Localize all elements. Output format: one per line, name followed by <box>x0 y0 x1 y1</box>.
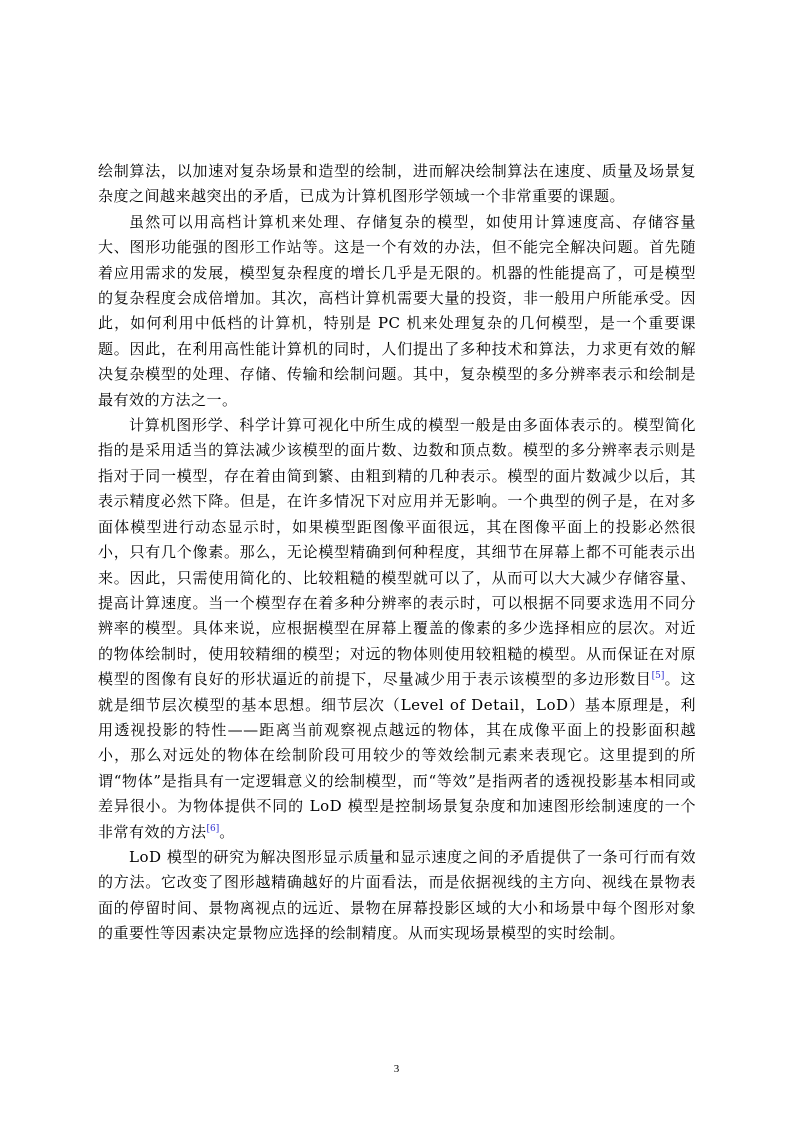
paragraph-text-part-2: 。这就是细节层次模型的基本思想。细节层次（Level of Detail，LoD）基本原理是，利用透视投影的特性——距离当前观察视点越远的物体，其在成像平面上的投影面积越小，那么对远处的物体在绘制阶段可用较少的等效绘制元素来表现它。这里提到的所谓“物体”是指具有一定逻辑意义的绘制模型，而“等效”是指两者的透视投影基本相同或差异很小。为物体提供不同的 LoD 模型是控制场景复杂度和加速图形绘制速度的一个非常有效的方法 <box>98 670 696 841</box>
paragraph-model-simplification <box>98 413 696 845</box>
page-number: 3 <box>393 1063 400 1075</box>
citation-6-link[interactable]: [6] <box>206 823 220 834</box>
paragraph-high-end-computers: 虽然可以用高档计算机来处理、存储复杂的模型，如使用计算速度高、存储容量大、图形功能强的图形工作站等。这是一个有效的办法，但不能完全解决问题。首先随着应用需求的发展，模型复杂程度的增长几乎是无限的。机器的性能提高了，可是模型的复杂程度会成倍增加。其次，高档计算机需要大量的投资，非一般用户所能承受。因此，如何利用中低档的计算机，特别是 PC 机来处理复杂的几何模型，是一个重要课题。因此，在利用高性能计算机的同时，人们提出了多种技术和算法，力求更有效的解决复杂模型的处理、存储、传输和绘制问题。其中，复杂模型的多分辨率表示和绘制是最有效的方法之一。 <box>98 212 696 409</box>
citation-5-link[interactable]: [5] <box>651 671 665 682</box>
document-body <box>98 159 696 947</box>
paragraph-text-part-1: 计算机图形学、科学计算可视化中所生成的模型一般是由多面体表示的。模型简化指的是采用适当的算法减少该模型的面片数、边数和顶点数。模型的多分辨率表示则是指对于同一模型，存在着由简到繁、由粗到精的几种表示。模型的面片数减少以后，其表示精度必然下降。但是，在许多情况下对应用并无影响。一个典型的例子是，在对多面体模型进行动态显示时，如果模型距图像平面很远，其在图像平面上的投影必然很小，只有几个像素。那么，无论模型精确到何种程度，其细节在屏幕上都不可能表示出来。因此，只需使用简化的、比较粗糙的模型就可以了，从而可以大大减少存储容量、提高计算速度。当一个模型存在着多种分辨率的表示时，可以根据不同要求选用不同分辨率的模型。具体来说，应根据模型在屏幕上覆盖的像素的多少选择相应的层次。对近的物体绘制时，使用较精细的模型；对远的物体则使用较粗糙的模型。从而保证在对原模型的图像有良好的形状逼近的前提下，尽量减少用于表示该模型的多边形数目 <box>98 416 696 689</box>
paragraph-text-part-3: 。 <box>219 822 235 841</box>
paragraph-lod-research: LoD 模型的研究为解决图形显示质量和显示速度之间的矛盾提供了一条可行而有效的方法。它改变了图形越精确越好的片面看法，而是依据视线的主方向、视线在景物表面的停留时间、景物离视点的远近、景物在屏幕投影区域的大小和场景中每个图形对象的重要性等因素决定景物应选择的绘制精度。从而实现场景模型的实时绘制。 <box>98 847 696 943</box>
paragraph-continuation: 绘制算法，以加速对复杂场景和造型的绘制，进而解决绘制算法在速度、质量及场景复杂度之间越来越突出的矛盾，已成为计算机图形学领域一个非常重要的课题。 <box>98 162 696 206</box>
